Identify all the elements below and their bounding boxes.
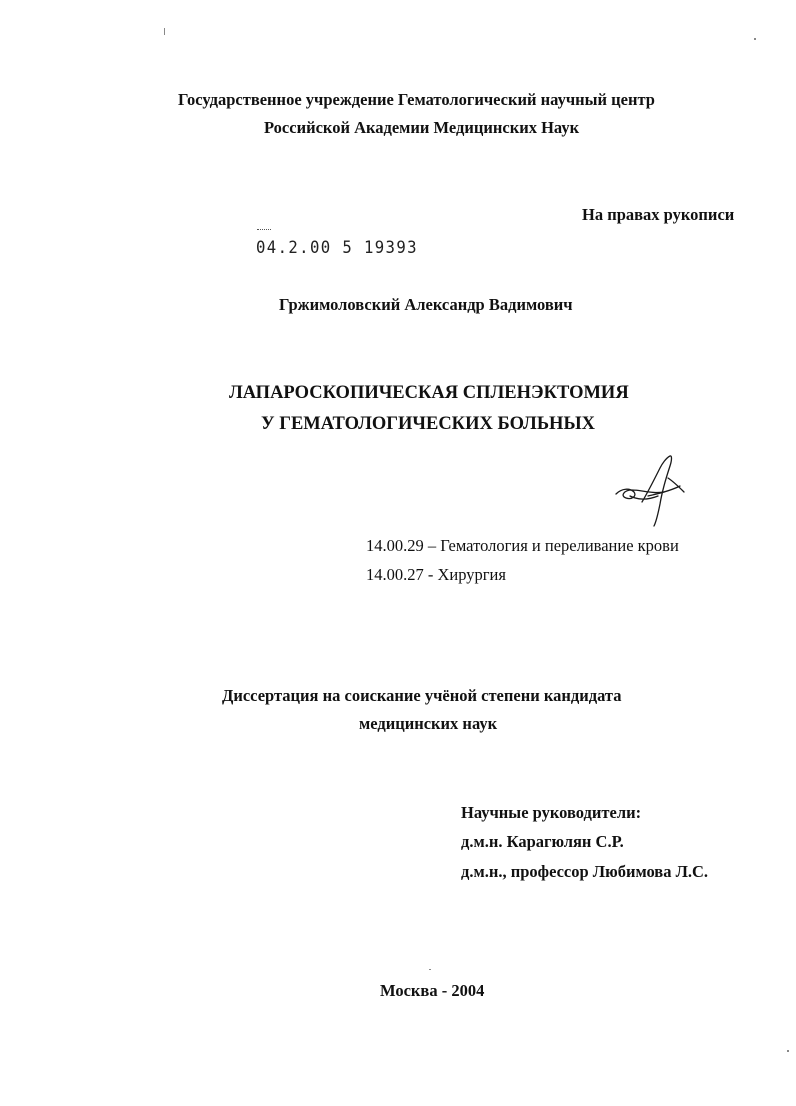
organization-line-2: Российской Академии Медицинских Наук — [264, 118, 580, 137]
thesis-title-line-2: У ГЕМАТОЛОГИЧЕСКИХ БОЛЬНЫХ — [261, 414, 595, 434]
stamp-mark — [257, 229, 271, 234]
author-name: Гржимоловский Александр Вадимович — [279, 295, 573, 314]
supervisor-item: д.м.н. Карагюлян С.Р. — [461, 832, 624, 851]
supervisors-label: Научные руководители: — [461, 803, 642, 822]
city-year: Москва - 2004 — [380, 981, 485, 1000]
supervisor-item: д.м.н., профессор Любимова Л.С. — [461, 862, 709, 881]
specialty-item: 14.00.29 – Гематология и переливание крови — [366, 536, 679, 555]
scan-speck — [429, 969, 431, 970]
thesis-title-line-1: ЛАПАРОСКОПИЧЕСКАЯ СПЛЕНЭКТОМИЯ — [229, 383, 629, 403]
scan-speck — [164, 28, 165, 35]
scan-speck — [787, 1050, 789, 1052]
handwritten-signature — [612, 452, 692, 530]
dissertation-line-2: медицинских наук — [359, 714, 498, 733]
specialty-item: 14.00.27 - Хирургия — [366, 565, 506, 584]
registration-stamp: 04.2.00 5 19393 — [256, 238, 418, 258]
scan-speck — [754, 38, 756, 40]
organization-line-1: Государственное учреждение Гематологический научный центр — [178, 90, 655, 109]
rights-notice: На правах рукописи — [582, 205, 735, 224]
dissertation-line-1: Диссертация на соискание учёной степени кандидата — [222, 686, 622, 705]
